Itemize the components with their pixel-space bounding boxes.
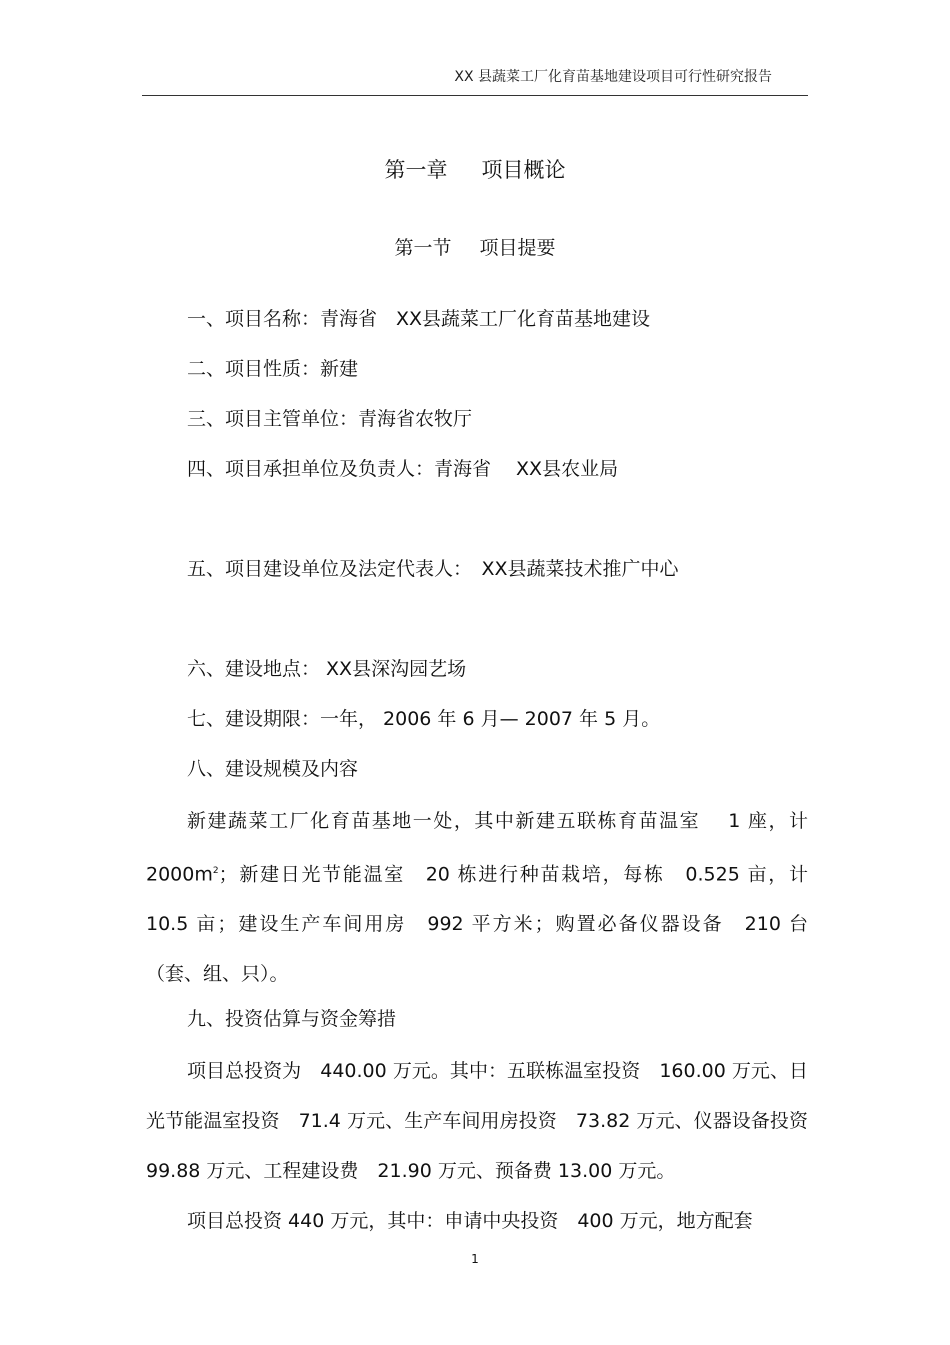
item-project-name: 一、项目名称：青海省 XX县蔬菜工厂化育苗基地建设 xyxy=(187,308,651,330)
page-number: 1 xyxy=(471,1252,479,1266)
item-investment-heading: 九、投资估算与资金筹措 xyxy=(187,1008,397,1030)
chapter-name: 项目概论 xyxy=(481,158,566,182)
item-period: 七、建设期限：一年， 2006 年 6 月— 2007 年 5 月。 xyxy=(187,708,661,730)
scale-paragraph xyxy=(146,796,808,999)
funding-paragraph: 项目总投资 440 万元，其中：申请中央投资 400 万元，地方配套 xyxy=(187,1210,753,1232)
scale-text-b: ；新建日光节能温室 20 栋进行种苗栽培，每栋 0.525 亩，计 10.5 亩；建设生产车间用房 992 平方米；购置必备仪器设备 210 台（套、组、只）。 xyxy=(146,863,808,986)
running-header: XX 县蔬菜工厂化育苗基地建设项目可行性研究报告 xyxy=(454,69,772,85)
section-number: 第一节 xyxy=(394,237,452,259)
item-undertaking-unit: 四、项目承担单位及负责人：青海省 XX县农业局 xyxy=(187,458,619,480)
item-scale-heading: 八、建设规模及内容 xyxy=(187,758,359,780)
section-name: 项目提要 xyxy=(479,237,556,259)
chapter-number: 第一章 xyxy=(384,158,448,182)
item-location: 六、建设地点： XX县深沟园艺场 xyxy=(187,658,467,680)
item-construction-unit: 五、项目建设单位及法定代表人： XX县蔬菜技术推广中心 xyxy=(187,558,679,580)
scale-text-a: 新建蔬菜工厂化育苗基地一处，其中新建五联栋育苗温室 1 座，计 2000m xyxy=(146,810,808,886)
section-title xyxy=(0,233,950,260)
investment-paragraph: 项目总投资为 440.00 万元。其中：五联栋温室投资 160.00 万元、日光节能温室投资 71.4 万元、生产车间用房投资 73.82 万元、仪器设备投资 99.88 万元、工程建设费 21.90 万元、预备费 13.00 万元。 xyxy=(146,1060,808,1182)
item-project-nature: 二、项目性质：新建 xyxy=(187,358,359,380)
item-supervising-unit: 三、项目主管单位：青海省农牧厅 xyxy=(187,408,473,430)
chapter-title xyxy=(0,154,950,184)
superscript-2: 2 xyxy=(212,866,219,876)
header-rule xyxy=(142,95,808,96)
